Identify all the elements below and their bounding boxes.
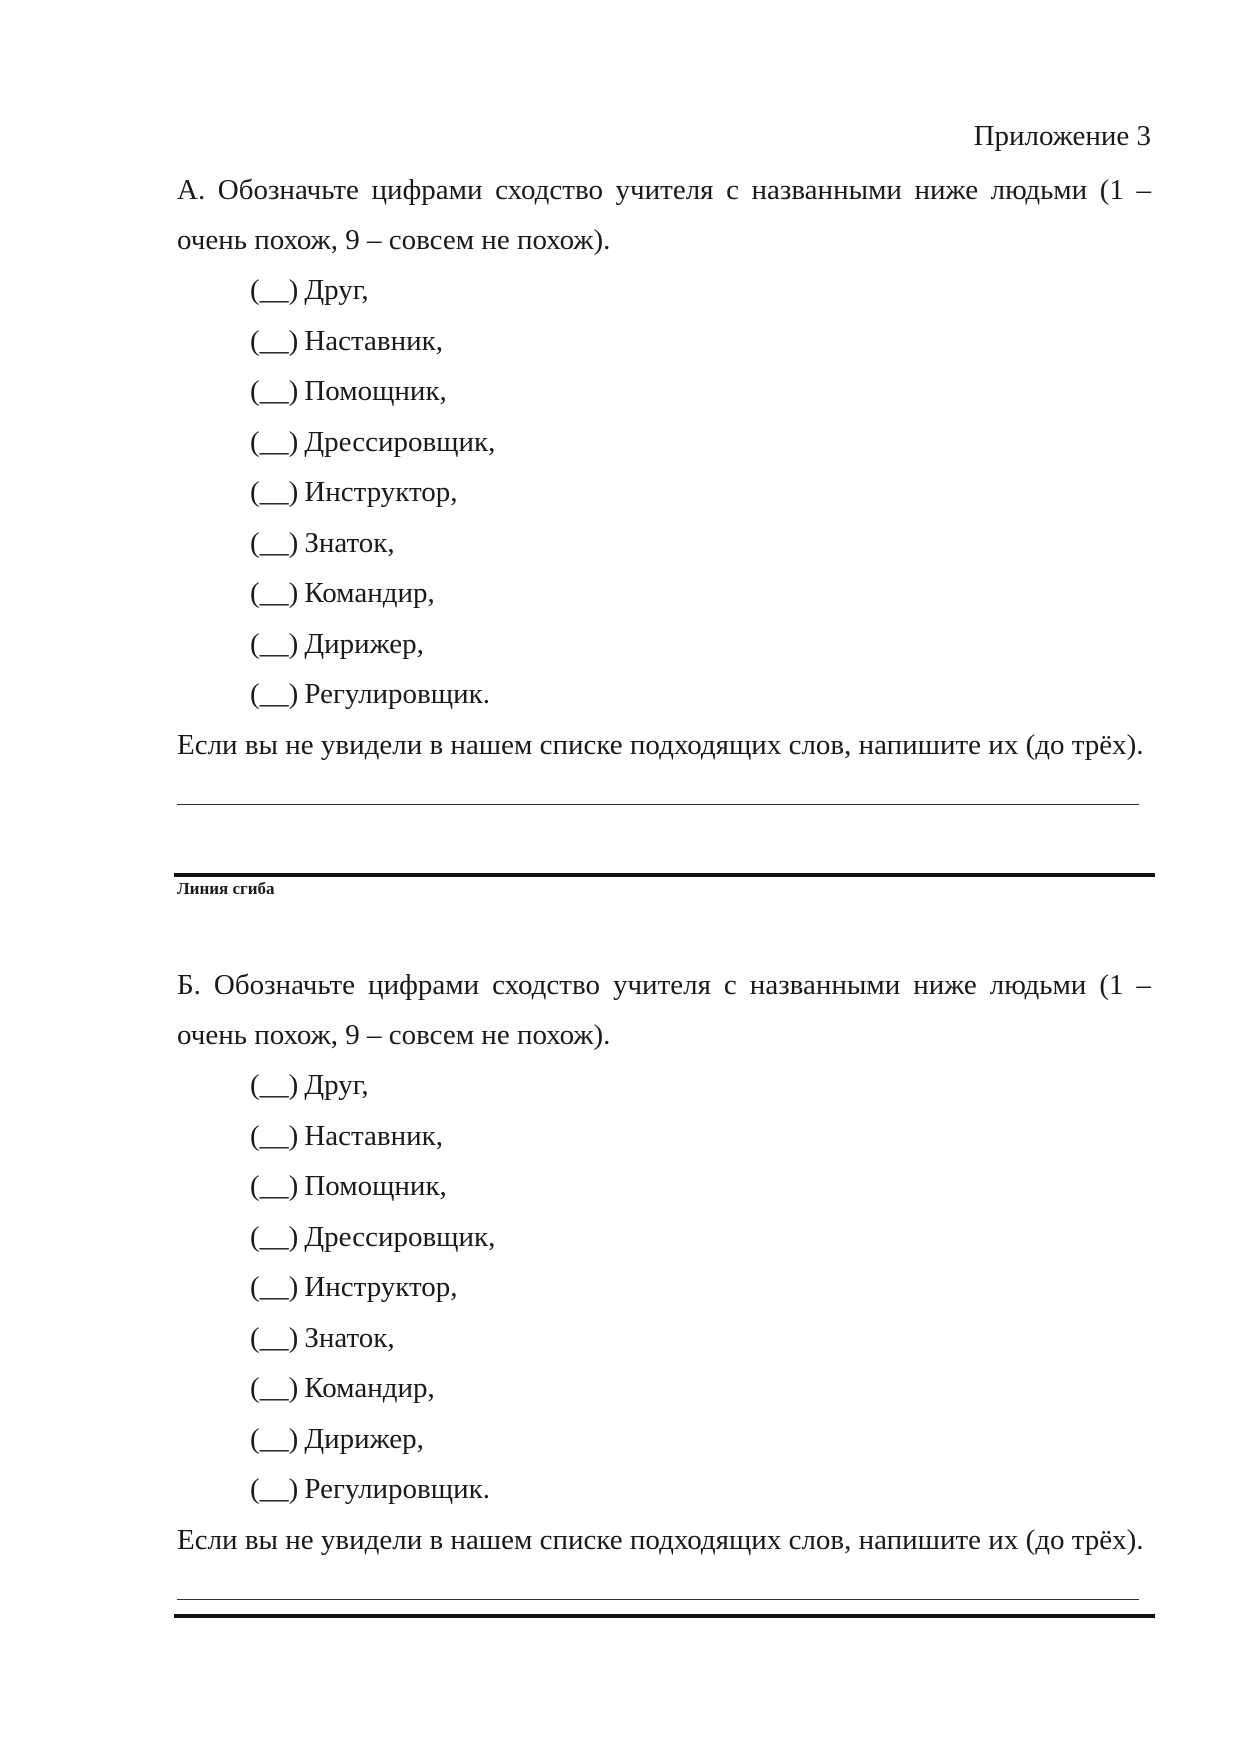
rank-blank[interactable]: (__): [250, 627, 299, 660]
option-item: [250, 1111, 1151, 1162]
option-item: [250, 518, 1151, 569]
rank-blank[interactable]: (__): [250, 324, 299, 357]
rank-blank[interactable]: (__): [250, 1220, 299, 1253]
option-label: Командир,: [304, 1372, 435, 1404]
option-item: [250, 669, 1151, 720]
rank-blank[interactable]: (__): [250, 1473, 299, 1505]
option-label: Инструктор,: [304, 1271, 458, 1303]
option-item: [250, 417, 1151, 468]
rank-blank[interactable]: (__): [250, 577, 299, 609]
rank-blank[interactable]: (__): [250, 1119, 299, 1152]
option-item: [250, 316, 1151, 367]
option-label: Помощник,: [304, 375, 447, 407]
option-label: Дирижер,: [304, 1422, 424, 1455]
option-label: Наставник,: [304, 324, 443, 357]
option-item: [250, 265, 1151, 316]
rank-blank[interactable]: (__): [250, 425, 299, 458]
rank-blank[interactable]: (__): [250, 274, 299, 306]
section-b-answer-line[interactable]: [177, 1565, 1139, 1600]
rank-blank[interactable]: (__): [250, 678, 299, 710]
rank-blank[interactable]: (__): [250, 1372, 299, 1404]
section-b-extra-prompt: Если вы не увидели в нашем списке подходящих слов, напишите их (до трёх).: [177, 1523, 1144, 1556]
option-label: Друг,: [304, 274, 369, 306]
section-b-prompt: Б. Обозначьте цифрами сходство учителя с названными ниже людьми (1 – очень похож, 9 – совсем не похож).: [177, 969, 1151, 1051]
option-label: Дрессировщик,: [304, 1220, 496, 1253]
option-label: Помощник,: [304, 1170, 447, 1202]
option-label: Друг,: [304, 1069, 369, 1101]
rank-blank[interactable]: (__): [250, 526, 299, 559]
option-label: Знаток,: [304, 526, 395, 559]
section-b-options: [177, 1060, 1151, 1515]
section-a-extra-prompt: Если вы не увидели в нашем списке подходящих слов, напишите их (до трёх).: [177, 728, 1144, 761]
option-item: [250, 568, 1151, 619]
option-item: [250, 1464, 1151, 1515]
rank-blank[interactable]: (__): [250, 1069, 299, 1101]
option-label: Наставник,: [304, 1119, 443, 1152]
fold-line: [174, 873, 1155, 877]
option-item: [250, 1060, 1151, 1111]
rank-blank[interactable]: (__): [250, 1422, 299, 1455]
section-b: [177, 960, 1151, 1600]
option-label: Знаток,: [304, 1321, 395, 1354]
rank-blank[interactable]: (__): [250, 1321, 299, 1354]
section-a-options: [177, 265, 1151, 720]
option-label: Регулировщик.: [304, 678, 490, 710]
option-item: [250, 1262, 1151, 1313]
section-a-prompt: А. Обозначьте цифрами сходство учителя с названными ниже людьми (1 – очень похож, 9 – совсем не похож).: [177, 174, 1151, 256]
section-a-answer-line[interactable]: [177, 770, 1139, 805]
option-label: Командир,: [304, 577, 435, 609]
bottom-rule: [174, 1614, 1155, 1618]
option-item: [250, 1313, 1151, 1364]
option-item: [250, 1161, 1151, 1212]
option-item: [250, 1414, 1151, 1465]
option-item: [250, 366, 1151, 417]
rank-blank[interactable]: (__): [250, 375, 299, 407]
option-item: [250, 467, 1151, 518]
option-label: Инструктор,: [304, 476, 458, 508]
rank-blank[interactable]: (__): [250, 1170, 299, 1202]
fold-label: Линия сгиба: [177, 879, 275, 898]
rank-blank[interactable]: (__): [250, 1271, 299, 1303]
option-item: [250, 619, 1151, 670]
section-a: [177, 165, 1151, 805]
option-label: Дирижер,: [304, 627, 424, 660]
option-label: Дрессировщик,: [304, 425, 496, 458]
option-item: [250, 1212, 1151, 1263]
option-item: [250, 1363, 1151, 1414]
option-label: Регулировщик.: [304, 1473, 490, 1505]
rank-blank[interactable]: (__): [250, 476, 299, 508]
appendix-title: Приложение 3: [973, 120, 1151, 152]
